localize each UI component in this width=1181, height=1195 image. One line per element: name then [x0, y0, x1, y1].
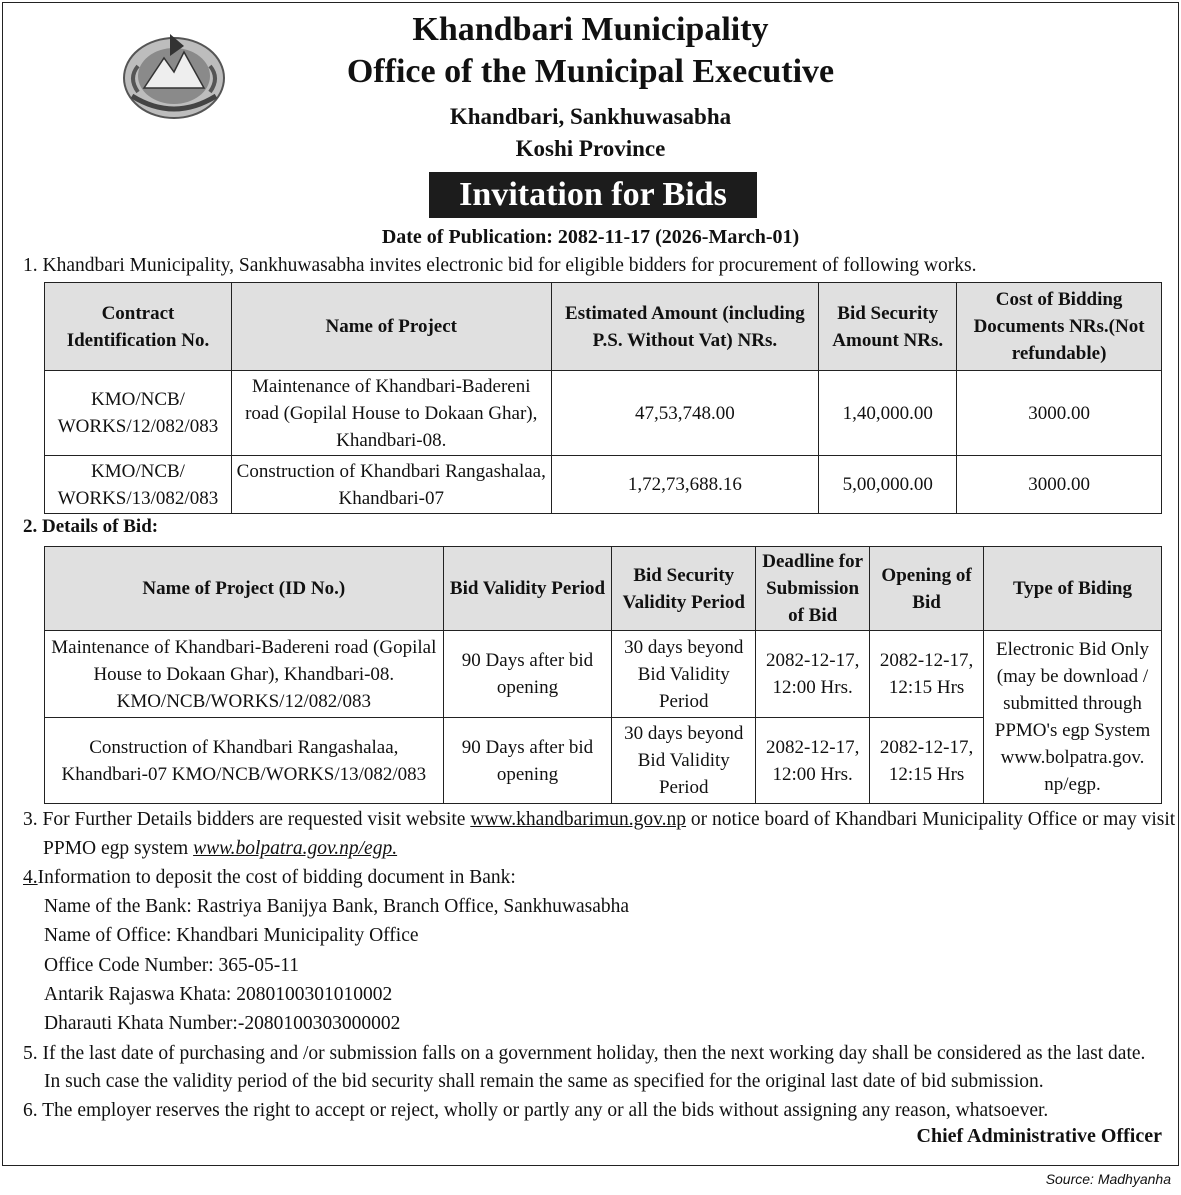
table-cell: Construction of Khandbari Rangashalaa, Khandbari-07 KMO/NCB/WORKS/13/082/083 [45, 718, 444, 804]
paragraph-3-text: or notice board of Khandbari Municipality Office or may visit PPMO egp system [43, 809, 1176, 859]
table-header: Bid Validity Period [443, 547, 612, 631]
table-header: Deadline for Submission of Bid [756, 547, 870, 631]
invitation-banner: Invitation for Bids [429, 172, 757, 218]
table-cell: Construction of Khandbari Rangashalaa, Khandbari-07 [231, 456, 551, 514]
table-row [45, 456, 1162, 514]
paragraph-4-text: Information to deposit the cost of bidding document in Bank: [37, 867, 516, 888]
province-name: Koshi Province [515, 136, 666, 161]
table-header: Bid Security Amount NRs. [819, 283, 957, 371]
table-cell: 3000.00 [957, 456, 1162, 514]
table-header: Name of Project [231, 283, 551, 371]
office-code: Office Code Number: 365-05-11 [44, 955, 300, 976]
table-header: Opening of Bid [870, 547, 984, 631]
table-cell: Maintenance of Khandbari-Badereni road (Gopilal House to Dokaan Ghar), Khandbari-08. KMO/NCB/WORKS/12/082/083 [45, 631, 444, 718]
office-title: Office of the Municipal Executive [346, 53, 835, 90]
table-header: Contract Identification No. [45, 283, 232, 371]
table-header: Estimated Amount (including P.S. Without Vat) NRs. [551, 283, 819, 371]
source-credit: Source: Madhyanha [1045, 1171, 1171, 1187]
table-cell: 2082-12-17, 12:15 Hrs [870, 631, 984, 718]
table-header: Cost of Bidding Documents NRs.(Not refundable) [957, 283, 1162, 371]
table-row [45, 371, 1162, 456]
table-cell: 47,53,748.00 [551, 371, 819, 456]
table-cell: 1,40,000.00 [819, 371, 957, 456]
contracts-table [44, 282, 1162, 514]
intro-paragraph: 1. Khandbari Municipality, Sankhuwasabha invites electronic bid for eligible bidders for procurement of following works. [23, 255, 977, 276]
table-header: Type of Biding [984, 547, 1162, 631]
table-cell: KMO/NCB/ WORKS/13/082/083 [45, 456, 232, 514]
table-row [45, 631, 1162, 718]
table-cell: 90 Days after bid opening [443, 631, 612, 718]
paragraph-3 [23, 805, 1181, 863]
dharauti-khata: Dharauti Khata Number:-2080100303000002 [44, 1013, 401, 1034]
paragraph-3-text: 3. For Further Details bidders are requested visit website [23, 809, 471, 830]
table-cell: Electronic Bid Only (may be download / submitted through PPMO's egp System www.bolpatra.gov. np/egp. [984, 631, 1162, 804]
publication-date: Date of Publication: 2082-11-17 (2026-March-01) [381, 226, 800, 248]
paragraph-4-number: 4. [23, 867, 38, 888]
municipality-name: Khandbari Municipality [412, 11, 769, 48]
table-cell: 90 Days after bid opening [443, 718, 612, 804]
table-header: Bid Security Validity Period [612, 547, 756, 631]
paragraph-4-title [23, 863, 516, 892]
table-cell: 2082-12-17, 12:00 Hrs. [756, 631, 870, 718]
signature: Chief Administrative Officer [916, 1125, 1162, 1147]
paragraph-5-line-1: 5. If the last date of purchasing and /or submission falls on a government holiday, then the next working day shall be considered as the last date. [23, 1043, 1146, 1064]
table-cell: 2082-12-17, 12:15 Hrs [870, 718, 984, 804]
table-cell: 30 days beyond Bid Validity Period [612, 718, 756, 804]
office-name: Name of Office: Khandbari Municipality Office [44, 925, 419, 946]
bid-details-table [44, 546, 1162, 804]
table-cell: 5,00,000.00 [819, 456, 957, 514]
bolpatra-link[interactable]: www.bolpatra.gov.np/egp. [193, 838, 398, 859]
table-cell: 3000.00 [957, 371, 1162, 456]
table-cell: 2082-12-17, 12:00 Hrs. [756, 718, 870, 804]
paragraph-6: 6. The employer reserves the right to accept or reject, wholly or partly any or all the bids without assigning any reason, whatsoever. [23, 1100, 1049, 1121]
municipality-website-link[interactable]: www.khandbarimun.gov.np [470, 809, 687, 830]
paragraph-5-line-2: In such case the validity period of the bid security shall remain the same as specified for the original last date of bid submission. [44, 1071, 1044, 1092]
antarik-khata: Antarik Rajaswa Khata: 2080100301010002 [44, 984, 393, 1005]
bank-name: Name of the Bank: Rastriya Banijya Bank, Branch Office, Sankhuwasabha [44, 896, 630, 917]
section-2-title: 2. Details of Bid: [23, 516, 159, 537]
table-header: Name of Project (ID No.) [45, 547, 444, 631]
table-cell: 30 days beyond Bid Validity Period [612, 631, 756, 718]
office-location: Khandbari, Sankhuwasabha [449, 104, 732, 129]
table-cell: KMO/NCB/ WORKS/12/082/083 [45, 371, 232, 456]
table-cell: Maintenance of Khandbari-Badereni road (Gopilal House to Dokaan Ghar), Khandbari-08. [231, 371, 551, 456]
table-cell: 1,72,73,688.16 [551, 456, 819, 514]
